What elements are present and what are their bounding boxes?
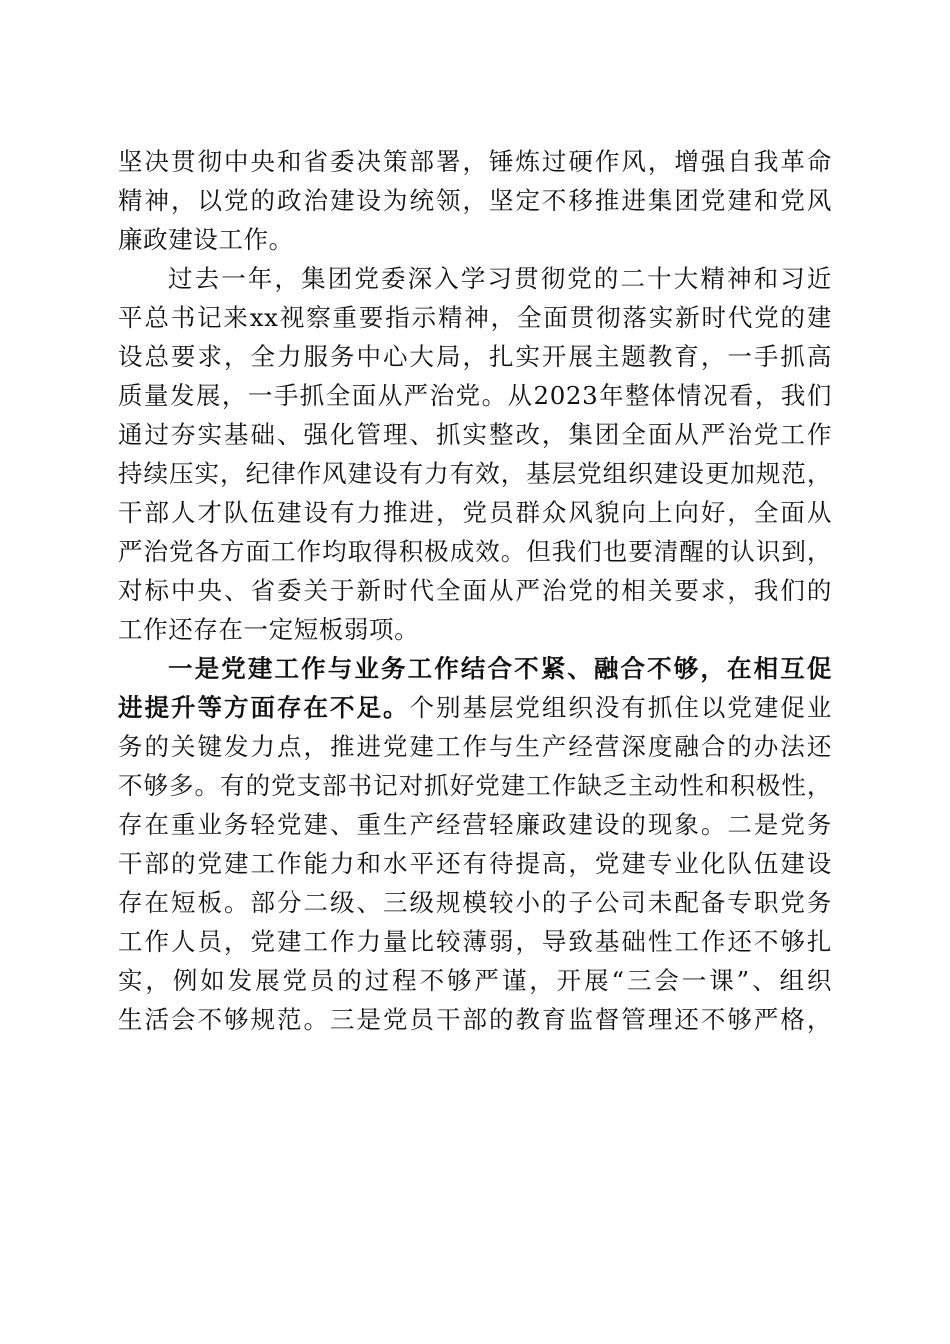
text-line: 干部的党建工作能力和水平还有待提高，党建专业化队伍建设 — [118, 849, 832, 878]
document-body — [118, 142, 832, 1039]
text-line: 持续压实，纪律作风建设有力有效，基层党组织建设更加规范， — [118, 459, 832, 488]
text-line: 务的关键发力点，推进党建工作与生产经营深度融合的办法还 — [118, 732, 832, 761]
text-line: 存在短板。部分二级、三级规模较小的子公司未配备专职党务 — [118, 888, 832, 917]
bold-heading-line: 一是党建工作与业务工作结合不紧、融合不够，在相互促 — [168, 654, 832, 683]
text-line: 实，例如发展党员的过程不够严谨，开展“三会一课”、组织 — [118, 966, 832, 995]
mixed-line — [118, 688, 832, 727]
paragraph-2 — [118, 259, 832, 649]
text-line: 干部人才队伍建设有力推进，党员群众风貌向上向好，全面从 — [118, 498, 832, 527]
text-line: 对标中央、省委关于新时代全面从严治党的相关要求，我们的 — [118, 576, 832, 605]
text-line: 工作还存在一定短板弱项。 — [118, 615, 420, 644]
text-run: 个别基层党组织没有抓住以党建促业 — [409, 693, 832, 722]
text-line: 坚决贯彻中央和省委决策部署，锤炼过硬作风，增强自我革命 — [118, 147, 832, 176]
text-line: 工作人员，党建工作力量比较薄弱，导致基础性工作还不够扎 — [118, 927, 832, 956]
text-line: 存在重业务轻党建、重生产经营轻廉政建设的现象。二是党务 — [118, 810, 832, 839]
text-line: 通过夯实基础、强化管理、抓实整改，集团全面从严治党工作 — [118, 420, 832, 449]
text-line: 生活会不够规范。三是党员干部的教育监督管理还不够严格， — [118, 1005, 832, 1034]
paragraph-1 — [118, 142, 832, 259]
bold-heading-tail: 进提升等方面存在不足。 — [118, 693, 410, 722]
text-line: 平总书记来xx视察重要指示精神，全面贯彻落实新时代党的建 — [118, 303, 832, 332]
text-line: 不够多。有的党支部书记对抓好党建工作缺乏主动性和积极性， — [118, 771, 832, 800]
text-line: 过去一年，集团党委深入学习贯彻党的二十大精神和习近 — [168, 264, 832, 293]
text-line: 设总要求，全力服务中心大局，扎实开展主题教育，一手抓高 — [118, 342, 832, 371]
text-line: 严治党各方面工作均取得积极成效。但我们也要清醒的认识到， — [118, 537, 832, 566]
text-line: 廉政建设工作。 — [118, 225, 294, 254]
paragraph-3 — [118, 649, 832, 1039]
text-line: 精神，以党的政治建设为统领，坚定不移推进集团党建和党风 — [118, 186, 832, 215]
text-line: 质量发展，一手抓全面从严治党。从2023年整体情况看，我们 — [118, 381, 832, 410]
